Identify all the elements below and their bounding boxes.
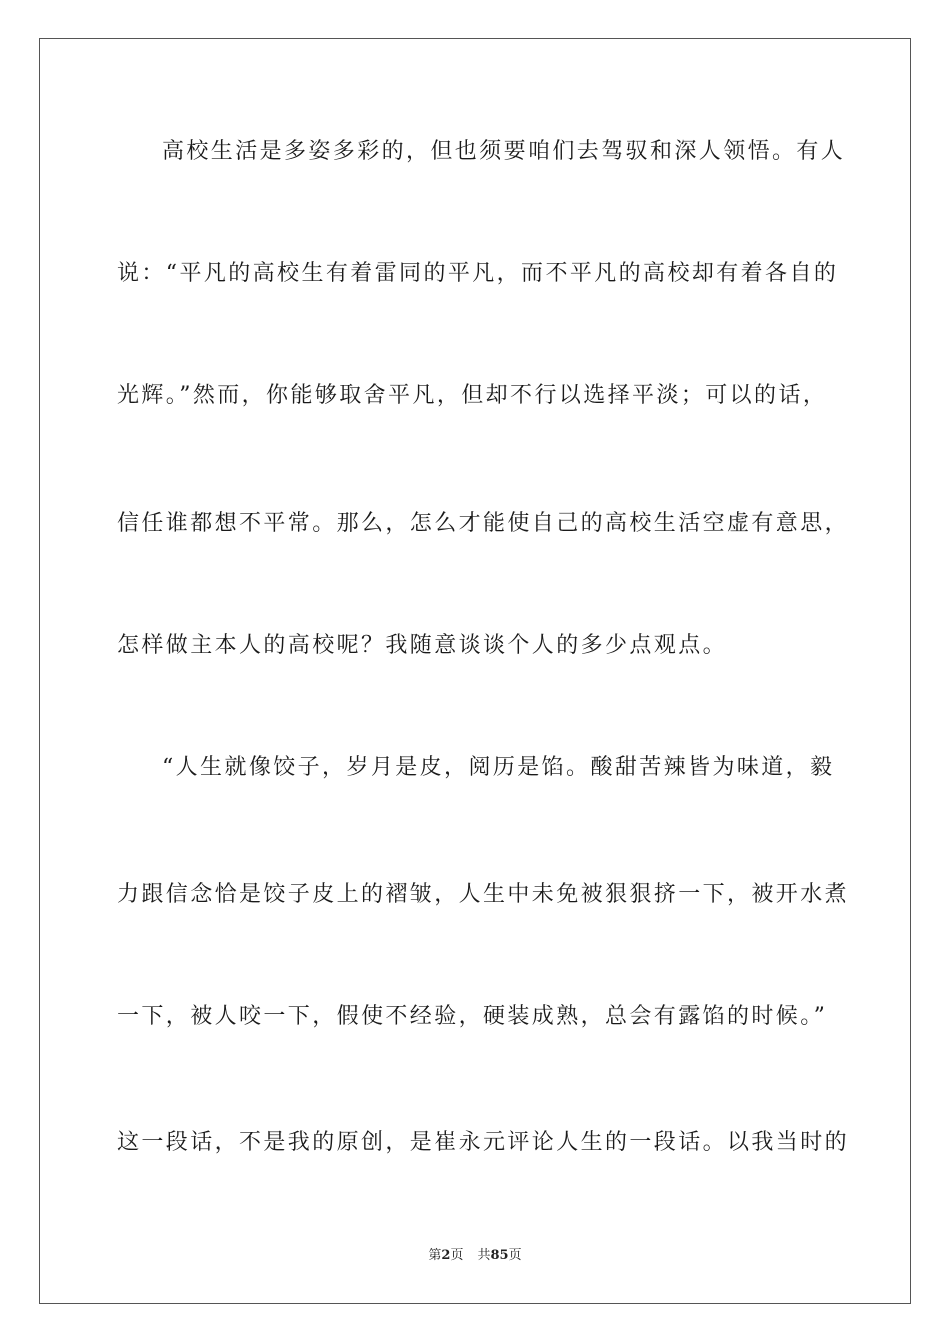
page-footer [0, 1247, 950, 1265]
total-pages-number: 85 [490, 1248, 509, 1263]
paragraph-3-line-1: 这一段话，不是我的原创，是崔永元评论人生的一段话。以我当时的 [117, 1130, 850, 1155]
paragraph-1-line-5: 怎样做主本人的高校呢？我随意谈谈个人的多少点观点。 [117, 633, 728, 658]
total-label-suffix: 页 [508, 1248, 522, 1263]
total-label-prefix: 共 [477, 1248, 491, 1263]
page-label-prefix: 第 [428, 1248, 442, 1263]
paragraph-2-line-3: 一下，被人咬一下，假使不经验，硬装成熟，总会有露馅的时候。” [117, 1004, 828, 1029]
paragraph-1-line-3: 光辉。”然而，你能够取舍平凡，但却不行以选择平淡；可以的话， [117, 383, 828, 408]
paragraph-1-line-1: 高校生活是多姿多彩的，但也须要咱们去驾驭和深人领悟。有人 [162, 139, 846, 164]
current-page-number: 2 [441, 1248, 451, 1263]
paragraph-1-line-2: 说：“平凡的高校生有着雷同的平凡，而不平凡的高校却有着各自的 [117, 261, 839, 286]
paragraph-2-line-2: 力跟信念恰是饺子皮上的褶皱，人生中未免被狠狠挤一下，被开水煮 [117, 882, 850, 907]
paragraph-1-line-4: 信任谁都想不平常。那么，怎么才能使自己的高校生活空虚有意思， [117, 511, 850, 536]
page-border [39, 38, 911, 1304]
paragraph-2-line-1: “人生就像饺子，岁月是皮，阅历是馅。酸甜苦辣皆为味道，毅 [162, 755, 835, 780]
page-label-suffix: 页 [450, 1248, 464, 1263]
